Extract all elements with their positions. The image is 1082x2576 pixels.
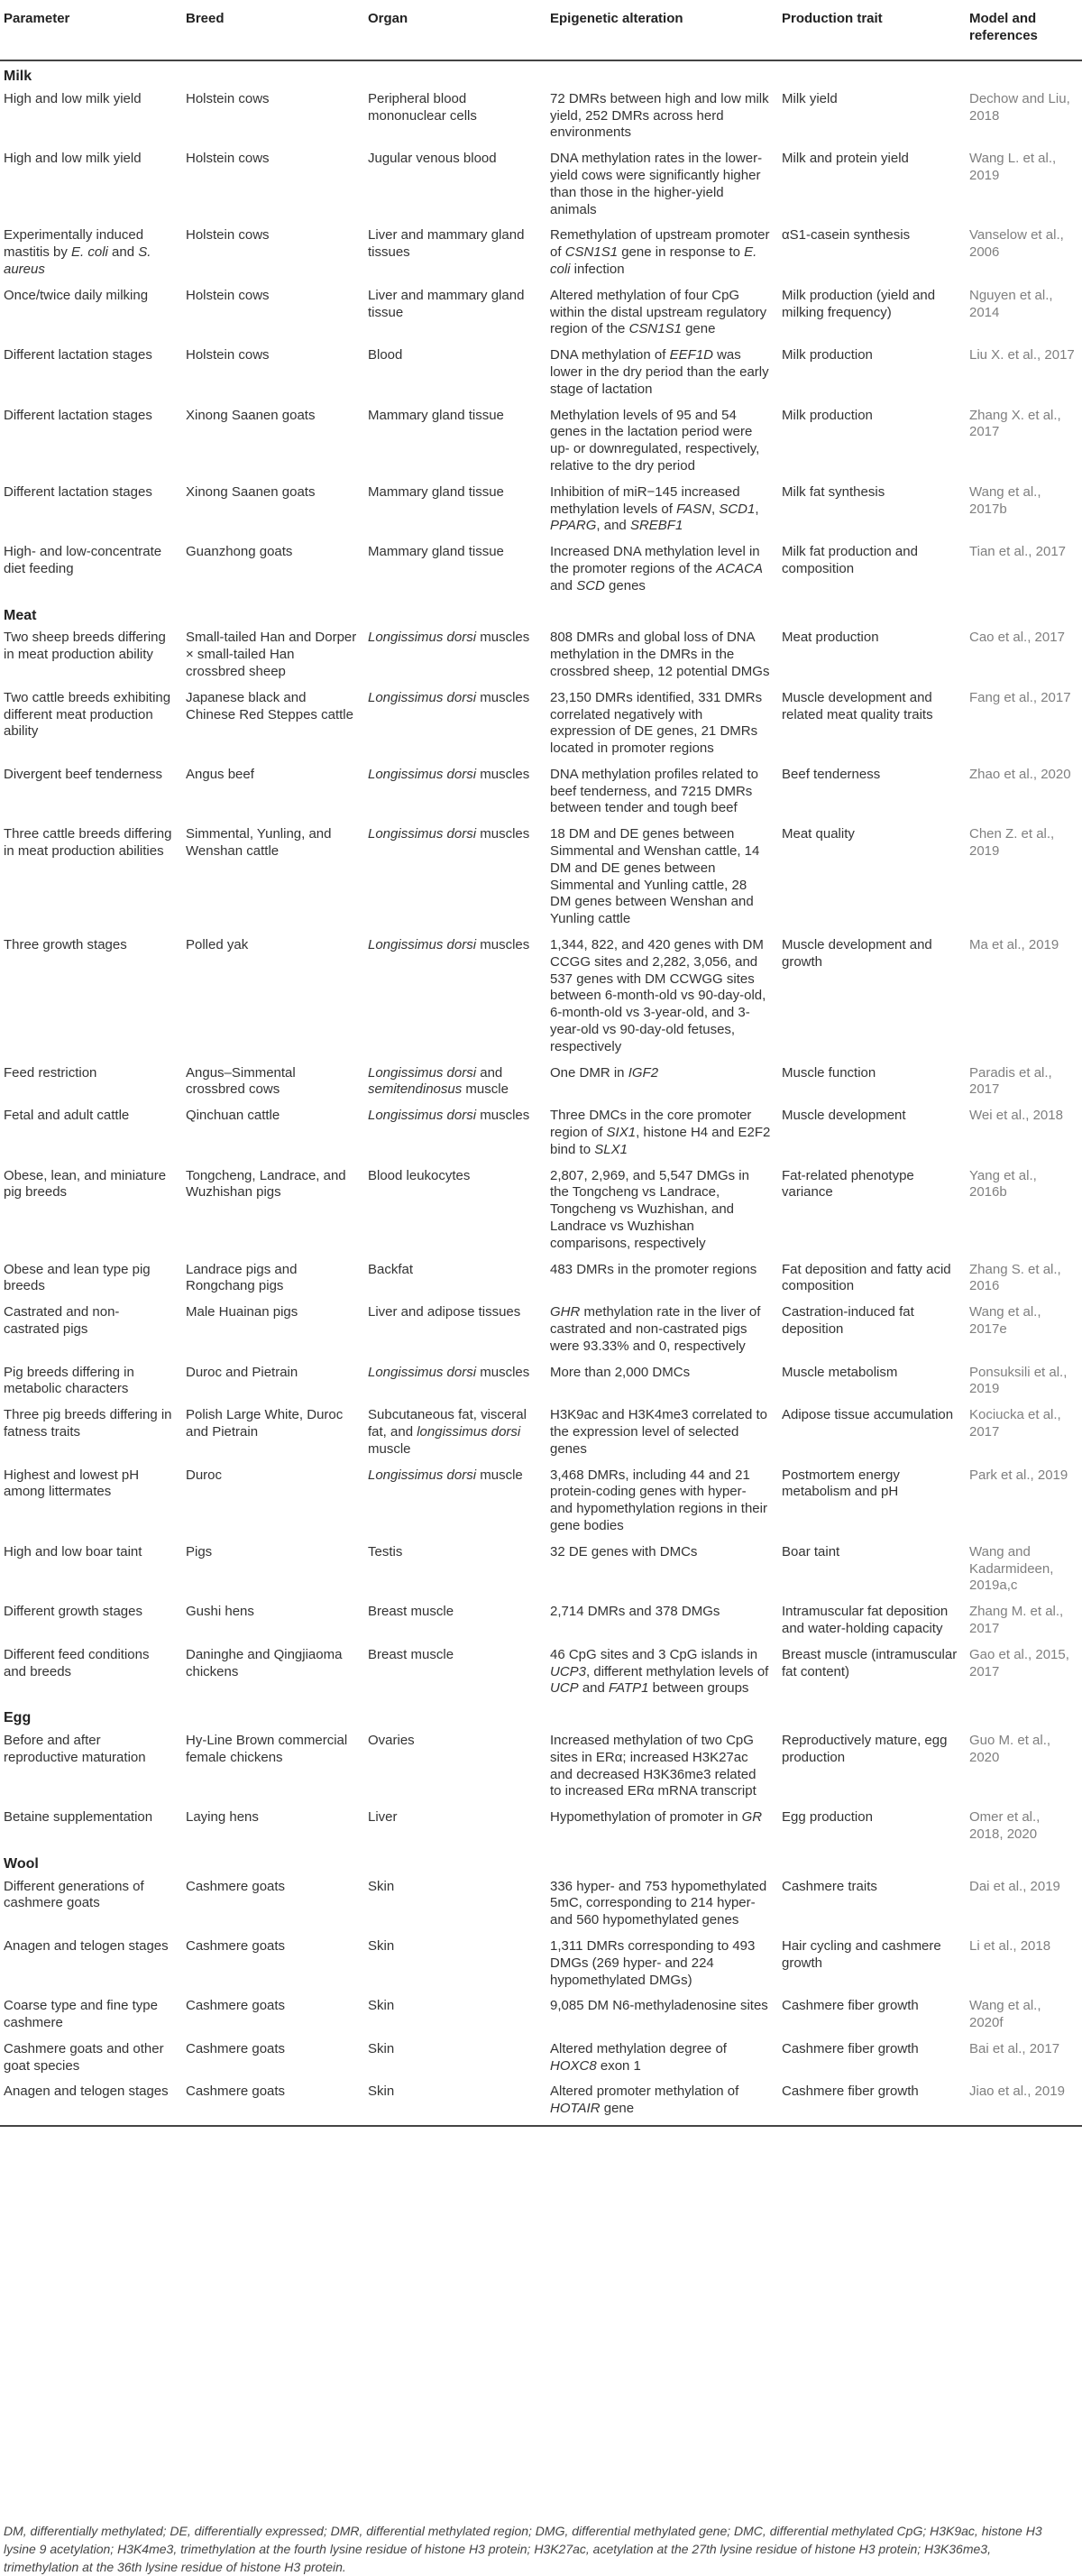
cell-organ: Longissimus dorsi muscles: [368, 630, 530, 646]
cell-epigenetic-alteration: 72 DMRs between high and low milk yield, 252 DMRs across herd environments: [550, 90, 769, 141]
cell-organ: Liver and adipose tissues: [368, 1304, 521, 1320]
cell-breed: Simmental, Yunling, and Wenshan cattle: [186, 826, 332, 860]
cell-epigenetic-alteration: GHR methylation rate in the liver of castrated and non-castrated pigs were 93.33% and 0, respectively: [550, 1304, 761, 1354]
cell-epigenetic-alteration: 3,468 DMRs, including 44 and 21 protein-coding genes with hyper- and hypomethylation regions in their gene bodies: [550, 1467, 767, 1533]
cell-parameter: Pig breeds differing in metabolic characters: [4, 1364, 134, 1397]
cell-parameter: Highest and lowest pH among littermates: [4, 1467, 140, 1500]
table-row: [0, 1541, 1082, 1600]
cell-production-trait: Meat quality: [782, 826, 855, 842]
cell-breed: Japanese black and Chinese Red Steppes cattle: [186, 689, 353, 722]
header-production-trait: Production trait: [778, 0, 966, 60]
table-row: [0, 481, 1082, 540]
cell-breed: Xinong Saanen goats: [186, 407, 316, 423]
header-model-references: Model and references: [966, 0, 1082, 60]
cell-reference: Dai et al., 2019: [969, 1878, 1060, 1894]
cell-parameter: Two sheep breeds differing in meat production ability: [4, 630, 166, 663]
cell-parameter: Before and after reproductive maturation: [4, 1732, 146, 1765]
table-row: [0, 1935, 1082, 1994]
cell-organ: Backfat: [368, 1261, 414, 1277]
cell-parameter: Obese and lean type pig breeds: [4, 1261, 151, 1294]
cell-production-trait: Cashmere fiber growth: [782, 2040, 919, 2056]
cell-reference: Wei et al., 2018: [969, 1108, 1063, 1124]
cell-breed: Cashmere goats: [186, 1998, 286, 2014]
cell-organ: Skin: [368, 1878, 395, 1894]
cell-epigenetic-alteration: Increased DNA methylation level in the promoter regions of the ACACA and SCD genes: [550, 544, 763, 593]
cell-reference: Kociucka et al., 2017: [969, 1407, 1061, 1440]
table-row: [0, 934, 1082, 1062]
cell-epigenetic-alteration: 46 CpG sites and 3 CpG islands in UCP3, different methylation levels of UCP and FATP1 between groups: [550, 1646, 769, 1697]
cell-epigenetic-alteration: 1,311 DMRs corresponding to 493 DMGs (269 hyper- and 224 hypomethylated DMGs): [550, 1937, 756, 1988]
cell-organ: Mammary gland tissue: [368, 407, 504, 423]
cell-breed: Hy-Line Brown commercial female chickens: [186, 1732, 348, 1765]
section-title: Wool: [4, 1855, 39, 1872]
cell-parameter: High- and low-concentrate diet feeding: [4, 544, 162, 576]
cell-parameter: Castrated and non-castrated pigs: [4, 1304, 120, 1337]
cell-reference: Wang et al., 2017b: [969, 483, 1041, 517]
cell-organ: Longissimus dorsi muscles: [368, 689, 530, 705]
table-header: [0, 0, 1082, 60]
cell-organ: Longissimus dorsi muscles: [368, 766, 530, 782]
table-row: [0, 1361, 1082, 1404]
cell-epigenetic-alteration: Remethylation of upstream promoter of CSN1S1 gene in response to E. coli infection: [550, 227, 770, 277]
cell-production-trait: Hair cycling and cashmere growth: [782, 1937, 941, 1971]
cell-production-trait: Reproductively mature, egg production: [782, 1732, 948, 1765]
cell-breed: Male Huainan pigs: [186, 1304, 298, 1320]
cell-production-trait: Muscle function: [782, 1064, 876, 1081]
cell-parameter: High and low milk yield: [4, 90, 142, 106]
cell-parameter: Three cattle breeds differing in meat production abilities: [4, 826, 172, 860]
cell-reference: Zhao et al., 2020: [969, 766, 1071, 782]
table-row: [0, 1600, 1082, 1643]
table-row: [0, 823, 1082, 934]
cell-epigenetic-alteration: DNA methylation of EEF1D was lower in the dry period than the early stage of lactation: [550, 347, 769, 397]
cell-reference: Park et al., 2019: [969, 1467, 1068, 1483]
cell-reference: Gao et al., 2015, 2017: [969, 1646, 1069, 1679]
cell-organ: Longissimus dorsi muscles: [368, 937, 530, 953]
cell-reference: Tian et al., 2017: [969, 544, 1067, 560]
cell-organ: Blood leukocytes: [368, 1167, 471, 1183]
cell-production-trait: Milk fat production and composition: [782, 544, 918, 576]
section-title: Meat: [4, 607, 37, 623]
table-row: [0, 1164, 1082, 1258]
cell-reference: Fang et al., 2017: [969, 689, 1071, 705]
cell-parameter: Different lactation stages: [4, 347, 152, 363]
cell-epigenetic-alteration: 336 hyper- and 753 hypomethylated 5mC, corresponding to 214 hyper- and 560 hypomethylated genes: [550, 1878, 767, 1928]
cell-organ: Mammary gland tissue: [368, 544, 504, 560]
cell-epigenetic-alteration: 23,150 DMRs identified, 331 DMRs correlated negatively with expression of DE genes, 21 DMRs located in promoter regions: [550, 689, 763, 757]
cell-breed: Holstein cows: [186, 151, 270, 167]
cell-breed: Landrace pigs and Rongchang pigs: [186, 1261, 298, 1294]
cell-organ: Subcutaneous fat, visceral fat, and longissimus dorsi muscle: [368, 1407, 527, 1457]
cell-organ: Testis: [368, 1543, 403, 1559]
cell-breed: Angus beef: [186, 766, 254, 782]
cell-epigenetic-alteration: Inhibition of miR−145 increased methylation levels of FASN, SCD1, PPARG, and SREBF1: [550, 483, 759, 534]
header-parameter: Parameter: [0, 0, 182, 60]
cell-breed: Cashmere goats: [186, 1937, 286, 1954]
cell-breed: Xinong Saanen goats: [186, 483, 316, 500]
cell-parameter: Experimentally induced mastitis by E. coli and S. aureus: [4, 227, 151, 277]
cell-organ: Liver: [368, 1809, 398, 1826]
cell-parameter: High and low boar taint: [4, 1543, 142, 1559]
cell-organ: Peripheral blood mononuclear cells: [368, 90, 477, 124]
cell-breed: Guanzhong goats: [186, 544, 293, 560]
table-row: [0, 1104, 1082, 1164]
cell-parameter: Anagen and telogen stages: [0, 2080, 182, 2126]
cell-organ: Longissimus dorsi muscles: [368, 1364, 530, 1380]
cell-organ: Jugular venous blood: [368, 151, 497, 167]
cell-epigenetic-alteration: 2,807, 2,969, and 5,547 DMGs in the Tongcheng vs Landrace, Tongcheng vs Wuzhishan, and Landrace vs Wuzhishan comparisons, respectively: [550, 1167, 749, 1251]
table-row: [0, 626, 1082, 685]
cell-production-trait: Milk and protein yield: [782, 151, 909, 167]
cell-reference: Wang et al., 2017e: [969, 1304, 1041, 1337]
cell-parameter: Two cattle breeds exhibiting different meat production ability: [4, 689, 171, 740]
cell-production-trait: Milk production: [782, 347, 873, 363]
cell-reference: Vanselow et al., 2006: [969, 227, 1064, 261]
cell-organ: Breast muscle: [368, 1646, 454, 1662]
table-row: [0, 1994, 1082, 2038]
cell-breed: Polish Large White, Duroc and Pietrain: [186, 1407, 344, 1440]
cell-breed: Duroc and Pietrain: [186, 1364, 298, 1380]
table-row: [0, 1062, 1082, 1105]
cell-epigenetic-alteration: Methylation levels of 95 and 54 genes in the lactation period were up- or downregulated, respectively, relative to the dry period: [550, 407, 760, 474]
table-row: [0, 1258, 1082, 1302]
section-row-milk: [0, 60, 1082, 87]
cell-organ: Skin: [368, 1937, 395, 1954]
cell-epigenetic-alteration: DNA methylation rates in the lower-yield cows were significantly higher than those in the higher-yield animals: [550, 151, 763, 217]
cell-breed: Duroc: [186, 1467, 223, 1483]
cell-reference: Li et al., 2018: [969, 1937, 1051, 1954]
cell-production-trait: Breast muscle (intramuscular fat content): [782, 1646, 958, 1679]
table-row: [0, 540, 1082, 600]
cell-parameter: Different feed conditions and breeds: [4, 1646, 150, 1679]
cell-breed: Pigs: [186, 1543, 213, 1559]
cell-production-trait: Beef tenderness: [782, 766, 881, 782]
table-row: [0, 1464, 1082, 1541]
cell-production-trait: Meat production: [782, 630, 879, 646]
cell-epigenetic-alteration: Three DMCs in the core promoter region of SIX1, histone H4 and E2F2 bind to SLX1: [550, 1108, 771, 1157]
cell-production-trait: Milk production (yield and milking frequency): [782, 287, 936, 320]
cell-breed: Small-tailed Han and Dorper × small-tailed Han crossbred sheep: [186, 630, 357, 679]
table-row: [0, 147, 1082, 224]
table-row: [0, 1643, 1082, 1703]
section-row-meat: [0, 601, 1082, 627]
table-row: [0, 87, 1082, 147]
table-row: [0, 1301, 1082, 1360]
cell-production-trait: Egg production: [782, 1809, 873, 1826]
cell-production-trait: Adipose tissue accumulation: [782, 1407, 954, 1423]
cell-breed: Daninghe and Qingjiaoma chickens: [186, 1646, 343, 1679]
cell-production-trait: Milk fat synthesis: [782, 483, 885, 500]
cell-reference: Dechow and Liu, 2018: [969, 90, 1070, 124]
cell-production-trait: Muscle metabolism: [782, 1364, 898, 1380]
cell-production-trait: Cashmere fiber growth: [778, 2080, 966, 2126]
cell-production-trait: Muscle development and growth: [782, 937, 932, 970]
cell-reference: Yang et al., 2016b: [969, 1167, 1037, 1201]
cell-parameter: Obese, lean, and miniature pig breeds: [4, 1167, 167, 1201]
cell-epigenetic-alteration: DNA methylation profiles related to beef tenderness, and 7215 DMRs between tender and tough beef: [550, 766, 758, 816]
cell-production-trait: αS1-casein synthesis: [782, 227, 911, 244]
cell-parameter: Different lactation stages: [4, 483, 152, 500]
cell-production-trait: Boar taint: [782, 1543, 840, 1559]
cell-reference: Zhang M. et al., 2017: [969, 1604, 1064, 1636]
header-row: [0, 0, 1082, 60]
table-row: [0, 2080, 1082, 2126]
table-row: [0, 1729, 1082, 1806]
cell-reference: Wang and Kadarmideen, 2019a,c: [969, 1543, 1054, 1594]
cell-parameter: Betaine supplementation: [4, 1809, 153, 1826]
cell-organ: Longissimus dorsi muscle: [368, 1467, 523, 1483]
cell-production-trait: Cashmere fiber growth: [782, 1998, 919, 2014]
cell-epigenetic-alteration: 9,085 DM N6-methyladenosine sites: [550, 1998, 768, 2014]
cell-organ: Longissimus dorsi muscles: [368, 1108, 530, 1124]
cell-epigenetic-alteration: 18 DM and DE genes between Simmental and Wenshan cattle, 14 DM and DE genes between Simmental and Yunling cattle, 28 DM genes between Wenshan and Yunling cattle: [550, 826, 760, 927]
cell-parameter: Three pig breeds differing in fatness traits: [4, 1407, 172, 1440]
cell-epigenetic-alteration: 483 DMRs in the promoter regions: [550, 1261, 757, 1277]
cell-reference: Cao et al., 2017: [969, 630, 1065, 646]
cell-breed: Laying hens: [186, 1809, 259, 1826]
cell-epigenetic-alteration: Altered methylation of four CpG within the distal upstream regulatory region of the CSN1S1 gene: [550, 287, 767, 337]
cell-epigenetic-alteration: Increased methylation of two CpG sites in ERα; increased H3K27ac and decreased H3K36me3 related to increased ERα mRNA transcript: [550, 1732, 756, 1799]
cell-reference: Paradis et al., 2017: [969, 1064, 1052, 1098]
cell-parameter: Different lactation stages: [4, 407, 152, 423]
cell-parameter: Coarse type and fine type cashmere: [4, 1998, 158, 2031]
cell-reference: Ponsuksili et al., 2019: [969, 1364, 1068, 1397]
cell-parameter: Anagen and telogen stages: [4, 1937, 169, 1954]
header-epigenetic-alteration: Epigenetic alteration: [546, 0, 778, 60]
cell-organ: Skin: [368, 2040, 395, 2056]
cell-organ: Blood: [368, 347, 403, 363]
cell-reference: Zhang X. et al., 2017: [969, 407, 1061, 440]
table-row: [0, 1403, 1082, 1463]
cell-reference: Guo M. et al., 2020: [969, 1732, 1051, 1765]
cell-organ: Skin: [368, 1998, 395, 2014]
cell-organ: Skin: [364, 2080, 546, 2126]
cell-epigenetic-alteration: One DMR in IGF2: [550, 1064, 659, 1081]
section-row-egg: [0, 1703, 1082, 1729]
cell-breed: Cashmere goats: [186, 1878, 286, 1894]
cell-production-trait: Postmortem energy metabolism and pH: [782, 1467, 900, 1500]
cell-reference: Ma et al., 2019: [969, 937, 1059, 953]
cell-organ: Breast muscle: [368, 1604, 454, 1620]
cell-production-trait: Fat deposition and fatty acid composition: [782, 1261, 951, 1294]
cell-organ: Mammary gland tissue: [368, 483, 504, 500]
cell-production-trait: Milk production: [782, 407, 873, 423]
cell-epigenetic-alteration: 808 DMRs and global loss of DNA methylation in the DMRs in the crossbred sheep, 12 potential DMGs: [550, 630, 770, 679]
cell-epigenetic-alteration: Altered methylation degree of HOXC8 exon 1: [550, 2040, 727, 2074]
cell-parameter: Fetal and adult cattle: [4, 1108, 130, 1124]
cell-breed: Holstein cows: [186, 347, 270, 363]
cell-breed: Polled yak: [186, 937, 249, 953]
table-footnote: DM, differentially methylated; DE, differentially expressed; DMR, differential methylated region; DMG, differential methylated gene; DMC, differential methylated CpG; H3K9ac, histone H3 lysine 9 acetylation; H3K4me3, trimethylation at the fourth lysine residue of histone H3 protein; H3K27ac, acetylation at the 27th lysine residue of histone H3 protein; H3K36me3, trimethylation at the 36th lysine residue of histone H3 protein.: [4, 2524, 1042, 2574]
table-row: [0, 344, 1082, 403]
cell-organ: Ovaries: [368, 1732, 415, 1748]
cell-reference: Omer et al., 2018, 2020: [969, 1809, 1041, 1842]
cell-breed: Cashmere goats: [182, 2080, 364, 2126]
cell-organ: Liver and mammary gland tissue: [368, 287, 525, 320]
cell-production-trait: Castration-induced fat deposition: [782, 1304, 914, 1337]
cell-epigenetic-alteration: More than 2,000 DMCs: [550, 1364, 691, 1380]
cell-parameter: Once/twice daily milking: [4, 287, 149, 303]
cell-production-trait: Intramuscular fat deposition and water-holding capacity: [782, 1604, 949, 1636]
cell-reference: Bai et al., 2017: [969, 2040, 1060, 2056]
table-row: [0, 284, 1082, 344]
table-row: [0, 1806, 1082, 1849]
cell-epigenetic-alteration: 1,344, 822, and 420 genes with DM CCGG sites and 2,282, 3,056, and 537 genes with DM CCWGG sites between 6-month-old vs 90-day-old, 6-month-old vs 3-year-old, and 3-year-old vs 90-day-old fetuses, respectively: [550, 937, 766, 1054]
cell-breed: Holstein cows: [186, 227, 270, 244]
cell-production-trait: Milk yield: [782, 90, 838, 106]
table-row: [0, 224, 1082, 283]
cell-epigenetic-alteration: H3K9ac and H3K4me3 correlated to the expression level of selected genes: [550, 1407, 767, 1457]
cell-parameter: High and low milk yield: [4, 151, 142, 167]
section-title: Egg: [4, 1710, 32, 1726]
cell-production-trait: Fat-related phenotype variance: [782, 1167, 914, 1201]
cell-breed: Angus–Simmental crossbred cows: [186, 1064, 296, 1098]
cell-production-trait: Muscle development and related meat quality traits: [782, 689, 933, 722]
cell-reference: Nguyen et al., 2014: [969, 287, 1053, 320]
cell-epigenetic-alteration: Altered promoter methylation of HOTAIR gene: [546, 2080, 778, 2126]
cell-parameter: Three growth stages: [4, 937, 127, 953]
table-body: [0, 60, 1082, 2126]
cell-reference: Zhang S. et al., 2016: [969, 1261, 1061, 1294]
header-breed: Breed: [182, 0, 364, 60]
cell-breed: Cashmere goats: [186, 2040, 286, 2056]
cell-epigenetic-alteration: 32 DE genes with DMCs: [550, 1543, 698, 1559]
cell-reference: Wang L. et al., 2019: [969, 151, 1057, 183]
cell-breed: Gushi hens: [186, 1604, 254, 1620]
cell-breed: Qinchuan cattle: [186, 1108, 280, 1124]
table-row: [0, 763, 1082, 823]
cell-epigenetic-alteration: Hypomethylation of promoter in GR: [550, 1809, 763, 1826]
cell-reference: Jiao et al., 2019: [966, 2080, 1082, 2126]
cell-organ: Liver and mammary gland tissues: [368, 227, 525, 261]
cell-production-trait: Muscle development: [782, 1108, 906, 1124]
section-title: Milk: [4, 69, 32, 84]
cell-breed: Holstein cows: [186, 287, 270, 303]
table-row: [0, 404, 1082, 481]
cell-parameter: Feed restriction: [4, 1064, 97, 1081]
cell-breed: Tongcheng, Landrace, and Wuzhishan pigs: [186, 1167, 346, 1201]
table-row: [0, 686, 1082, 763]
header-organ: Organ: [364, 0, 546, 60]
cell-reference: Liu X. et al., 2017: [969, 347, 1075, 363]
cell-parameter: Different growth stages: [4, 1604, 142, 1620]
table-row: [0, 1875, 1082, 1935]
cell-parameter: Cashmere goats and other goat species: [4, 2040, 164, 2074]
section-row-wool: [0, 1849, 1082, 1875]
cell-epigenetic-alteration: 2,714 DMRs and 378 DMGs: [550, 1604, 720, 1620]
cell-reference: Wang et al., 2020f: [969, 1998, 1041, 2031]
cell-organ: Longissimus dorsi muscles: [368, 826, 530, 842]
cell-production-trait: Cashmere traits: [782, 1878, 877, 1894]
cell-breed: Holstein cows: [186, 90, 270, 106]
cell-organ: Longissimus dorsi and semitendinosus muscle: [368, 1064, 509, 1098]
cell-parameter: Different generations of cashmere goats: [4, 1878, 144, 1911]
cell-parameter: Divergent beef tenderness: [4, 766, 162, 782]
cell-reference: Chen Z. et al., 2019: [969, 826, 1055, 860]
table-row: [0, 2038, 1082, 2081]
